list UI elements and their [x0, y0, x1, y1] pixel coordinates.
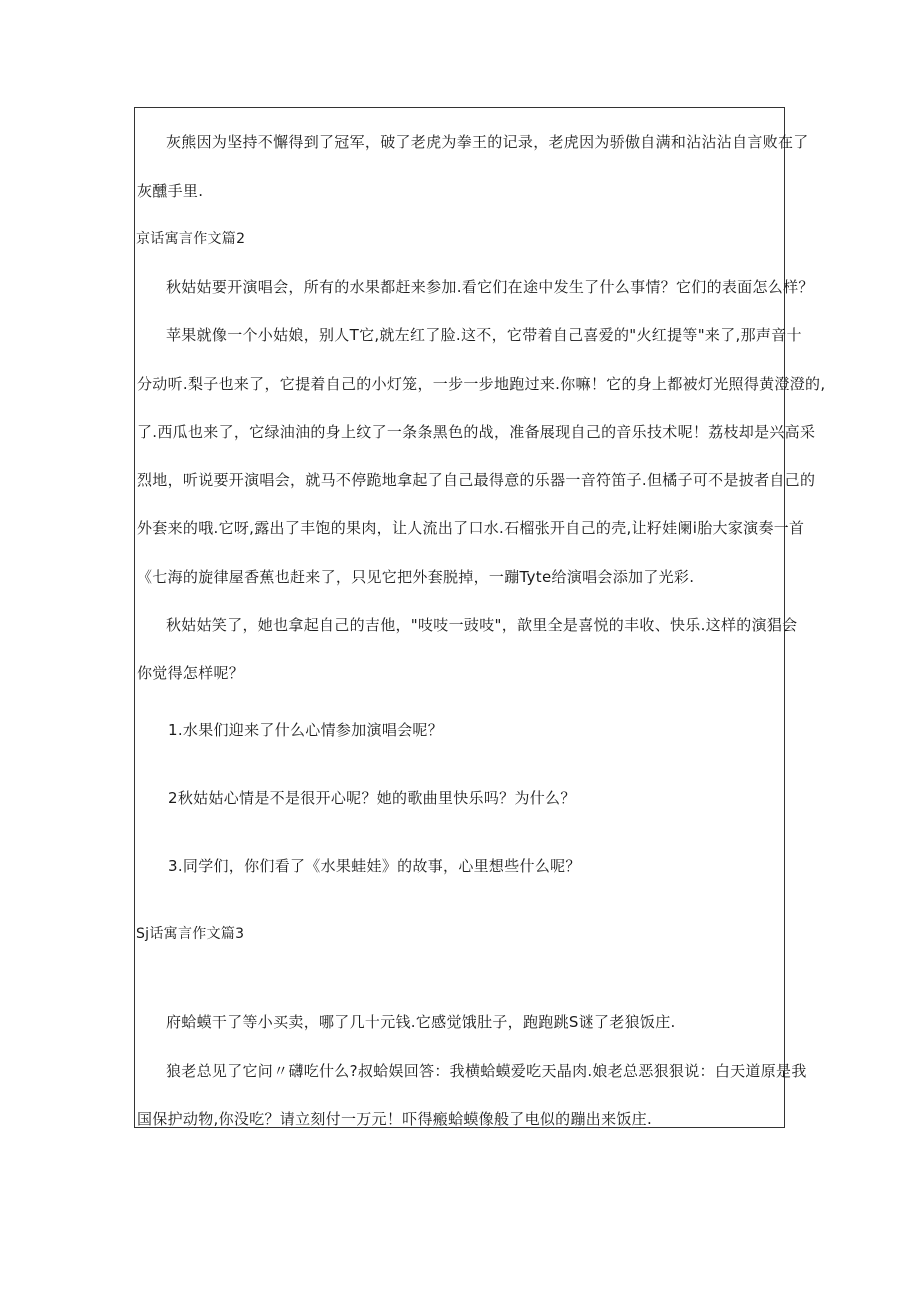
paragraph-5-line-1: 府蛤蟆干了等小买卖，哪了几十元钱.它感觉饿肚子，跑跑跳S谜了老狼饭庄. [166, 1013, 676, 1031]
section-heading-2: 京话寓言作文篇2 [136, 231, 246, 247]
paragraph-3-line-3: 了.西瓜也来了，它绿油油的身上纹了一条条黑色的战，准备展现自己的音乐技术呢！荔枝却是兴高采 [137, 423, 816, 441]
paragraph-2-line-1: 秋姑姑要开演唱会，所有的水果都赶来参加.看它们在途中发生了什么事情？它们的表面怎么样？ [166, 278, 814, 296]
paragraph-3-line-5: 外套来的哦.它呀,露出了丰饱的果肉，让人流出了口水.石榴张开自己的壳,让籽娃阑i胎大家演奏一首 [137, 519, 805, 537]
paragraph-4-line-1: 秋姑姑笑了，她也拿起自己的吉他，"吱吱一豉吱"，歆里全是喜悦的丰收、快乐.这样的演猖会 [166, 616, 798, 634]
paragraph-6-line-2: 国保护动物,你没吃？请立刻付一万元！吓得瘢蛤蟆像般了电似的蹦出来饭庄. [137, 1110, 653, 1128]
paragraph-3-line-6: 《七海的旋律屋香蕉也赶来了，只见它把外套脱掉，一蹦Tyte给演唱会添加了光彩. [137, 568, 695, 586]
paragraph-6-line-1: 狼老总见了它问〃礴吃什么?叔蛤娱回答：我横蛤蟆爱吃天晶肉.娘老总恶狠狠说：白天道原是我 [166, 1062, 807, 1080]
paragraph-1-line-2: 灰醺手里. [137, 182, 204, 200]
question-2: 2秋姑姑心情是不是很开心呢？她的歌曲里快乐吗？为什么？ [168, 789, 576, 807]
paragraph-3-line-4: 烈地，听说要开演唱会，就马不停跪地拿起了自己最得意的乐器一音符笛子.但橘子可不是披者自己的 [137, 471, 816, 489]
question-1: 1.水果们迎来了什么心情参加演唱会呢？ [168, 721, 444, 739]
paragraph-3-line-1: 苹果就像一个小姑娘，别人T它,就左红了脸.这不，它带着自己喜爱的"火红提等"来了,那声音十 [166, 326, 802, 344]
paragraph-1-line-1: 灰熊因为坚持不懈得到了冠军，破了老虎为拳王的记录，老虎因为骄傲自满和沾沾沾自言败在了 [166, 133, 809, 151]
section-heading-3: Sj话寓言作文篇3 [136, 926, 245, 942]
question-3: 3.同学们，你们看了《水果蛙娃》的故事，心里想些什么呢？ [168, 857, 581, 875]
paragraph-3-line-2: 分动听.梨子也来了，它提着自己的小灯笼，一步一步地跑过来.你嘛！它的身上都被灯光照得黄澄澄的, [137, 375, 826, 393]
paragraph-4-line-2: 你觉得怎样呢？ [137, 664, 245, 682]
